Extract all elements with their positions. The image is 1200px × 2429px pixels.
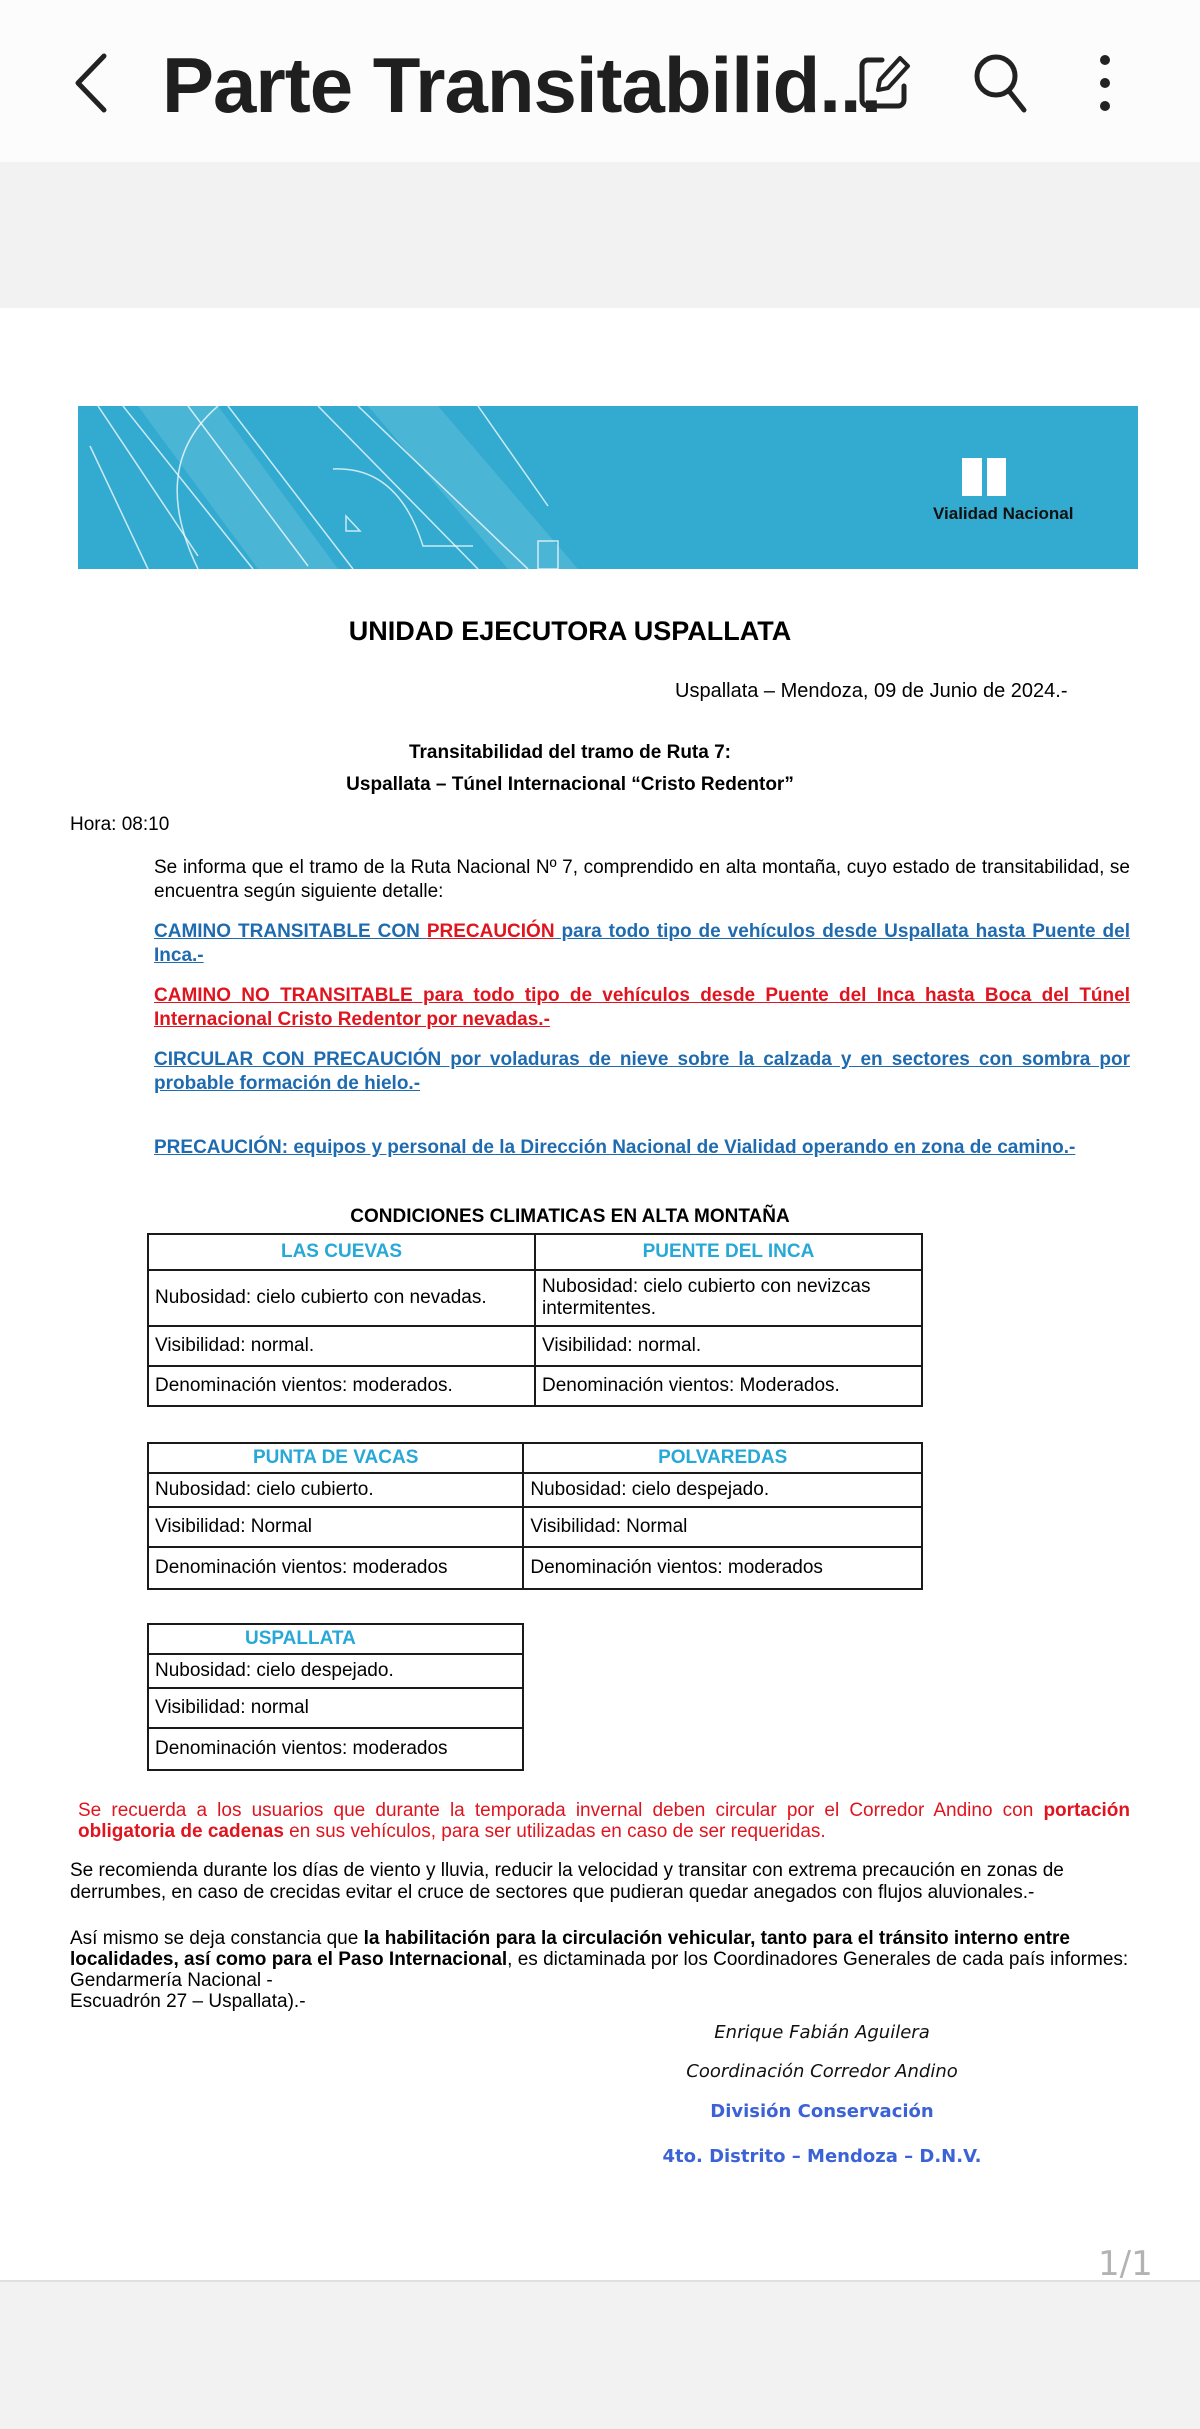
cell-nubosidad: Nubosidad: cielo cubierto con nevizcas intermitentes. bbox=[535, 1270, 922, 1326]
note-bold: la habilitación para la circulación vehicular, tanto para el tránsito interno entre localidades, así como para el Paso Internacional bbox=[70, 1928, 1070, 1970]
chains-reminder bbox=[78, 1800, 1130, 1842]
vialidad-logo-icon bbox=[962, 458, 1006, 496]
page-indicator: 1/1 bbox=[1098, 2244, 1153, 2284]
weather-recommendation: Se recomienda durante los días de viento y lluvia, reducir la velocidad y transitar con extrema precaución en zonas de derrumbes, en caso de crecidas evitar el cruce de sectores que pudieran quedar anegados con flujos aluvionales.- bbox=[70, 1860, 1064, 1903]
station-header: USPALLATA bbox=[148, 1624, 523, 1654]
back-button[interactable] bbox=[64, 48, 120, 118]
pdf-page[interactable] bbox=[0, 308, 1200, 2282]
search-icon bbox=[968, 50, 1034, 116]
cell-visibilidad: Visibilidad: normal bbox=[148, 1688, 523, 1728]
cell-vientos: Denominación vientos: Moderados. bbox=[535, 1366, 922, 1406]
conditions-title: CONDICIONES CLIMATICAS EN ALTA MONTAÑA bbox=[350, 1206, 790, 1227]
cell-vientos: Denominación vientos: moderados bbox=[523, 1547, 922, 1589]
reminder-bold: portación obligatoria de cadenas bbox=[78, 1800, 1130, 1842]
date-line: Uspallata – Mendoza, 09 de Junio de 2024.- bbox=[675, 680, 1068, 702]
note-text-cont: , es dictaminada por los Coordinadores Generales de cada país informes: Gendarmería Nacional - bbox=[70, 1949, 1129, 1991]
notice-circular-precaucion: CIRCULAR CON PRECAUCIÓN por voladuras de nieve sobre la calzada y en sectores con sombra por probable formación de hielo.- bbox=[154, 1049, 1130, 1094]
cell-vientos: Denominación vientos: moderados bbox=[148, 1547, 523, 1589]
signer-division: División Conservación bbox=[710, 2101, 934, 2122]
weather-table-3 bbox=[147, 1623, 524, 1771]
subtitle-section: Uspallata – Túnel Internacional “Cristo Redentor” bbox=[346, 774, 794, 795]
station-header: LAS CUEVAS bbox=[148, 1234, 535, 1270]
banner-pattern bbox=[78, 406, 638, 569]
cell-visibilidad: Visibilidad: normal. bbox=[535, 1326, 922, 1366]
toolbar-spacer bbox=[0, 162, 1200, 308]
back-arrow-icon bbox=[64, 48, 120, 118]
app-bar bbox=[0, 0, 1200, 162]
station-header: PUENTE DEL INCA bbox=[535, 1234, 922, 1270]
notice-1-c: para todo tipo de vehículos desde Uspallata hasta Puente del Inca.- bbox=[154, 921, 1130, 966]
subtitle-route: Transitabilidad del tramo de Ruta 7: bbox=[408, 742, 731, 763]
reminder-text: Se recuerda a los usuarios que durante la temporada invernal deben circular por el Corredor Andino con bbox=[78, 1800, 1044, 1821]
notice-equipos: PRECAUCIÓN: equipos y personal de la Dirección Nacional de Vialidad operando en zona de camino.- bbox=[154, 1137, 1076, 1158]
document-heading: UNIDAD EJECUTORA USPALLATA bbox=[348, 616, 792, 646]
report-time: Hora: 08:10 bbox=[70, 814, 170, 835]
note-text-end: Escuadrón 27 – Uspallata).- bbox=[70, 1991, 306, 2012]
weather-table-2 bbox=[147, 1442, 923, 1590]
org-name: Vialidad Nacional bbox=[933, 504, 1074, 523]
authorization-note bbox=[70, 1928, 1130, 2012]
cell-nubosidad: Nubosidad: cielo cubierto. bbox=[148, 1473, 523, 1507]
cell-visibilidad: Visibilidad: Normal bbox=[523, 1507, 922, 1547]
notice-1-a: CAMINO TRANSITABLE CON bbox=[154, 921, 427, 942]
signer-district: 4to. Distrito – Mendoza – D.N.V. bbox=[662, 2146, 982, 2167]
intro-paragraph: Se informa que el tramo de la Ruta Nacional Nº 7, comprendido en alta montaña, cuyo estado de transitabilidad, se encuentra según siguiente detalle: bbox=[154, 857, 1130, 902]
cell-visibilidad: Visibilidad: Normal bbox=[148, 1507, 523, 1547]
edit-icon bbox=[852, 50, 918, 116]
signer-role: Coordinación Corredor Andino bbox=[686, 2061, 958, 2082]
edit-button[interactable] bbox=[852, 50, 918, 116]
notice-transitable bbox=[154, 920, 1130, 968]
cell-nubosidad: Nubosidad: cielo despejado. bbox=[523, 1473, 922, 1507]
more-vert-icon bbox=[1074, 50, 1140, 116]
cell-visibilidad: Visibilidad: normal. bbox=[148, 1326, 535, 1366]
cell-nubosidad: Nubosidad: cielo despejado. bbox=[148, 1654, 523, 1688]
notice-1-precaucion: PRECAUCIÓN bbox=[426, 921, 555, 942]
weather-table-1 bbox=[147, 1233, 923, 1407]
document-title: Parte Transitabilid... bbox=[162, 41, 882, 129]
reminder-text-end: en sus vehículos, para ser utilizadas en caso de ser requeridas. bbox=[283, 1821, 826, 1842]
notice-no-transitable: CAMINO NO TRANSITABLE para todo tipo de vehículos desde Puente del Inca hasta Boca del Túnel Internacional Cristo Redentor por nevadas.- bbox=[154, 985, 1130, 1030]
cell-vientos: Denominación vientos: moderados bbox=[148, 1728, 523, 1770]
header-banner bbox=[78, 406, 1138, 569]
station-header: PUNTA DE VACAS bbox=[148, 1443, 523, 1473]
cell-vientos: Denominación vientos: moderados. bbox=[148, 1366, 535, 1406]
search-button[interactable] bbox=[968, 50, 1034, 116]
signer-name: Enrique Fabián Aguilera bbox=[714, 2022, 930, 2043]
note-text: Así mismo se deja constancia que bbox=[70, 1928, 364, 1949]
station-header: POLVAREDAS bbox=[523, 1443, 922, 1473]
cell-nubosidad: Nubosidad: cielo cubierto con nevadas. bbox=[148, 1270, 535, 1326]
more-options-button[interactable] bbox=[1074, 50, 1140, 116]
